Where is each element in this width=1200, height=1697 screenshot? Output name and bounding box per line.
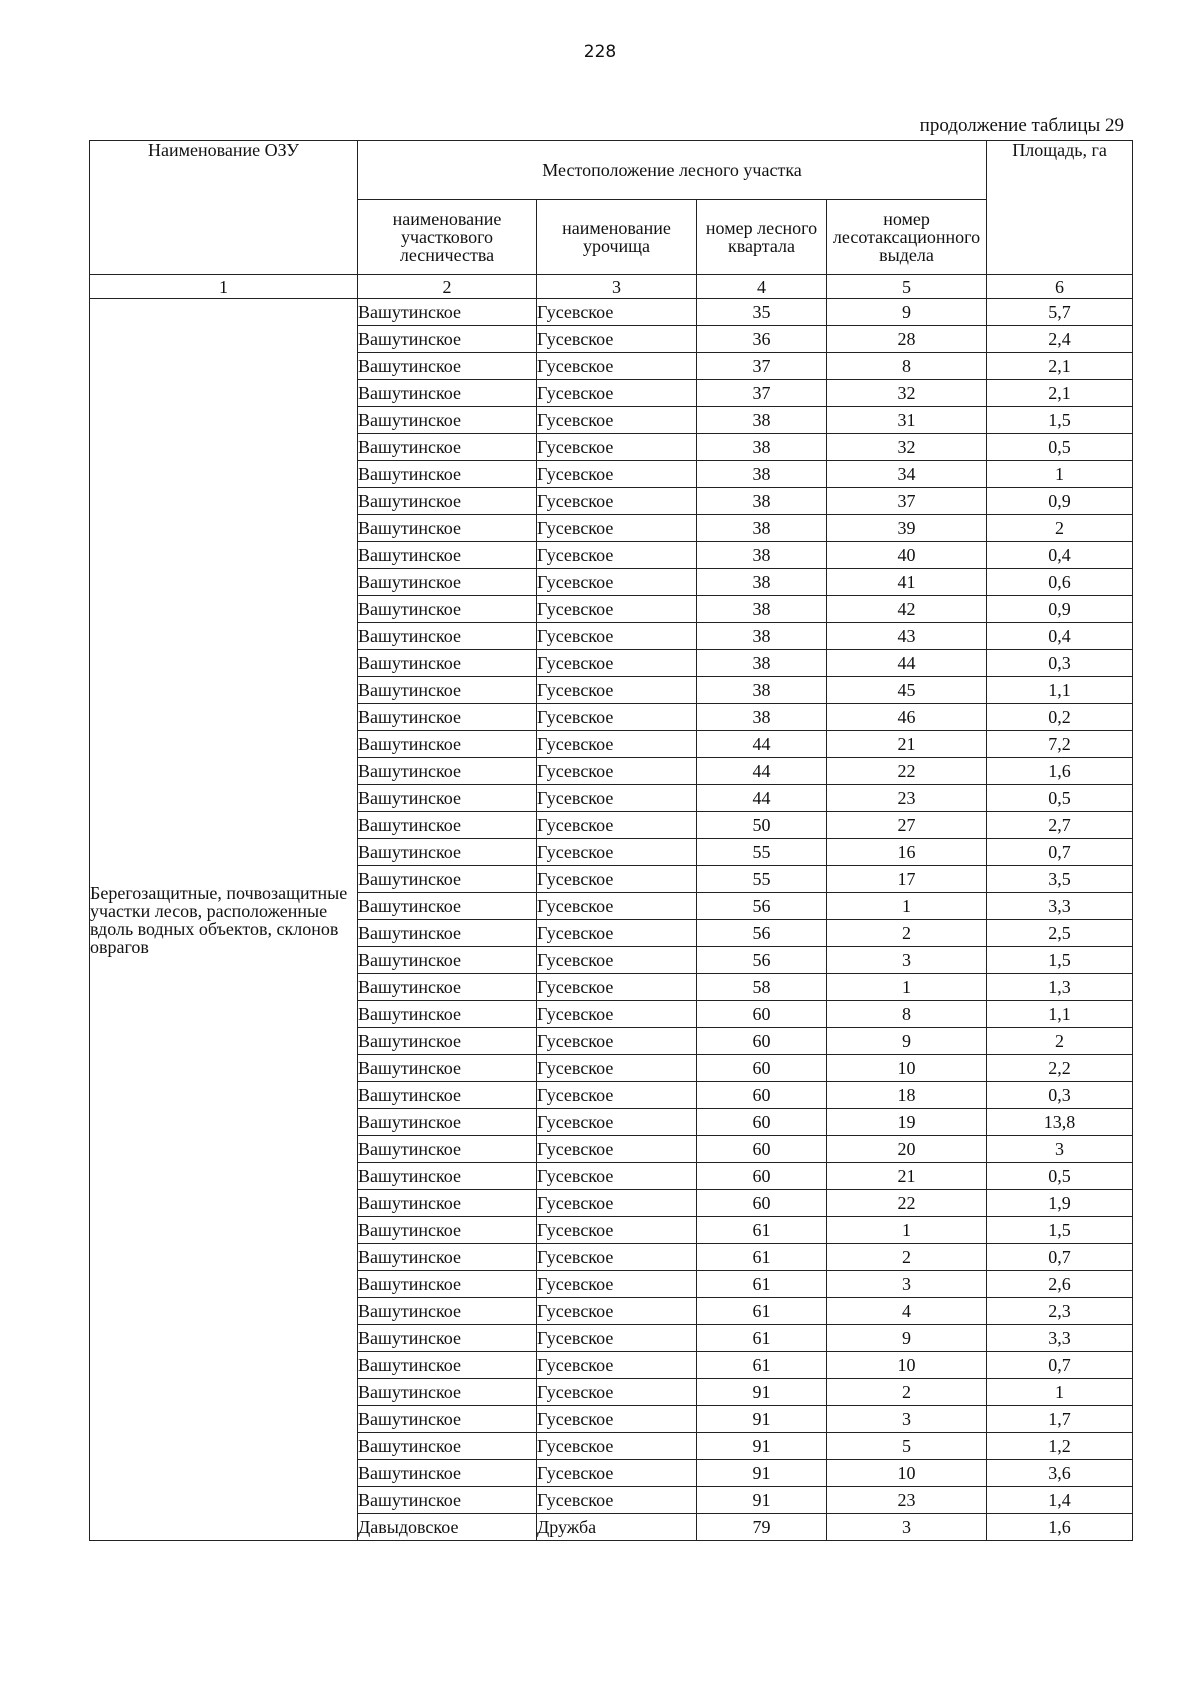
quarter-cell: 60 bbox=[697, 1109, 827, 1136]
tract-cell: Гусевское bbox=[537, 650, 697, 677]
plot-cell: 9 bbox=[827, 1325, 987, 1352]
plot-cell: 31 bbox=[827, 407, 987, 434]
quarter-cell: 61 bbox=[697, 1352, 827, 1379]
plot-cell: 2 bbox=[827, 920, 987, 947]
tract-cell: Гусевское bbox=[537, 731, 697, 758]
quarter-cell: 38 bbox=[697, 488, 827, 515]
area-cell: 1,4 bbox=[987, 1487, 1133, 1514]
plot-cell: 10 bbox=[827, 1460, 987, 1487]
quarter-cell: 37 bbox=[697, 353, 827, 380]
forestry-cell: Вашутинское bbox=[358, 839, 537, 866]
quarter-cell: 36 bbox=[697, 326, 827, 353]
forestry-cell: Вашутинское bbox=[358, 704, 537, 731]
quarter-cell: 38 bbox=[697, 569, 827, 596]
tract-cell: Гусевское bbox=[537, 596, 697, 623]
quarter-cell: 61 bbox=[697, 1325, 827, 1352]
page-number: 228 bbox=[583, 42, 617, 62]
quarter-cell: 91 bbox=[697, 1379, 827, 1406]
plot-cell: 32 bbox=[827, 434, 987, 461]
area-cell: 0,6 bbox=[987, 569, 1133, 596]
plot-cell: 22 bbox=[827, 1190, 987, 1217]
tract-cell: Гусевское bbox=[537, 866, 697, 893]
tract-cell: Гусевское bbox=[537, 1244, 697, 1271]
quarter-cell: 38 bbox=[697, 596, 827, 623]
area-cell: 0,9 bbox=[987, 488, 1133, 515]
quarter-cell: 38 bbox=[697, 542, 827, 569]
quarter-cell: 61 bbox=[697, 1271, 827, 1298]
forestry-cell: Вашутинское bbox=[358, 1028, 537, 1055]
area-cell: 0,7 bbox=[987, 1352, 1133, 1379]
tract-cell: Гусевское bbox=[537, 299, 697, 326]
quarter-cell: 60 bbox=[697, 1136, 827, 1163]
forestry-cell: Вашутинское bbox=[358, 623, 537, 650]
area-cell: 2,7 bbox=[987, 812, 1133, 839]
quarter-cell: 37 bbox=[697, 380, 827, 407]
forestry-cell: Вашутинское bbox=[358, 326, 537, 353]
column-number: 5 bbox=[827, 275, 987, 299]
plot-cell: 27 bbox=[827, 812, 987, 839]
area-cell: 2,1 bbox=[987, 353, 1133, 380]
column-number: 4 bbox=[697, 275, 827, 299]
tract-cell: Гусевское bbox=[537, 623, 697, 650]
plot-cell: 43 bbox=[827, 623, 987, 650]
plot-cell: 45 bbox=[827, 677, 987, 704]
area-cell: 1,6 bbox=[987, 758, 1133, 785]
area-cell: 0,9 bbox=[987, 596, 1133, 623]
area-cell: 1,6 bbox=[987, 1514, 1133, 1541]
forestry-cell: Вашутинское bbox=[358, 542, 537, 569]
area-cell: 3,3 bbox=[987, 1325, 1133, 1352]
plot-cell: 42 bbox=[827, 596, 987, 623]
area-cell: 1,2 bbox=[987, 1433, 1133, 1460]
ozu-name-cell: Берегозащитные, почвозащитные участки лесов, расположенные вдоль водных объектов, склонов оврагов bbox=[90, 299, 358, 1541]
quarter-cell: 50 bbox=[697, 812, 827, 839]
plot-cell: 1 bbox=[827, 893, 987, 920]
area-cell: 1,5 bbox=[987, 1217, 1133, 1244]
plot-cell: 40 bbox=[827, 542, 987, 569]
tract-cell: Гусевское bbox=[537, 1271, 697, 1298]
quarter-cell: 44 bbox=[697, 731, 827, 758]
plot-cell: 39 bbox=[827, 515, 987, 542]
tract-cell: Гусевское bbox=[537, 1217, 697, 1244]
area-cell: 0,4 bbox=[987, 623, 1133, 650]
forestry-cell: Вашутинское bbox=[358, 488, 537, 515]
area-cell: 0,7 bbox=[987, 839, 1133, 866]
forestry-cell: Вашутинское bbox=[358, 353, 537, 380]
forestry-cell: Вашутинское bbox=[358, 677, 537, 704]
tract-cell: Гусевское bbox=[537, 785, 697, 812]
tract-cell: Гусевское bbox=[537, 407, 697, 434]
plot-cell: 19 bbox=[827, 1109, 987, 1136]
tract-cell: Гусевское bbox=[537, 461, 697, 488]
area-cell: 2 bbox=[987, 1028, 1133, 1055]
area-cell: 0,4 bbox=[987, 542, 1133, 569]
area-cell: 0,3 bbox=[987, 650, 1133, 677]
area-cell: 2,3 bbox=[987, 1298, 1133, 1325]
quarter-cell: 60 bbox=[697, 1055, 827, 1082]
forestry-cell: Вашутинское bbox=[358, 1271, 537, 1298]
plot-cell: 16 bbox=[827, 839, 987, 866]
tract-cell: Гусевское bbox=[537, 758, 697, 785]
forestry-cell: Вашутинское bbox=[358, 1190, 537, 1217]
header-location: Местоположение лесного участка bbox=[358, 141, 987, 200]
quarter-cell: 60 bbox=[697, 1190, 827, 1217]
plot-cell: 23 bbox=[827, 785, 987, 812]
column-number: 1 bbox=[90, 275, 358, 299]
quarter-cell: 55 bbox=[697, 866, 827, 893]
forestry-cell: Вашутинское bbox=[358, 434, 537, 461]
forestry-cell: Вашутинское bbox=[358, 407, 537, 434]
forestry-cell: Вашутинское bbox=[358, 758, 537, 785]
area-cell: 1,1 bbox=[987, 1001, 1133, 1028]
tract-cell: Гусевское bbox=[537, 1082, 697, 1109]
forestry-cell: Вашутинское bbox=[358, 1298, 537, 1325]
quarter-cell: 38 bbox=[697, 650, 827, 677]
header-quarter: номер лесного квартала bbox=[697, 200, 827, 275]
column-number-row bbox=[90, 275, 1133, 299]
quarter-cell: 56 bbox=[697, 947, 827, 974]
tract-cell: Гусевское bbox=[537, 812, 697, 839]
tract-cell: Гусевское bbox=[537, 542, 697, 569]
column-number: 3 bbox=[537, 275, 697, 299]
quarter-cell: 91 bbox=[697, 1460, 827, 1487]
forestry-cell: Вашутинское bbox=[358, 1352, 537, 1379]
forestry-cell: Вашутинское bbox=[358, 1001, 537, 1028]
tract-cell: Гусевское bbox=[537, 1298, 697, 1325]
area-cell: 0,7 bbox=[987, 1244, 1133, 1271]
quarter-cell: 56 bbox=[697, 920, 827, 947]
plot-cell: 37 bbox=[827, 488, 987, 515]
tract-cell: Гусевское bbox=[537, 1325, 697, 1352]
quarter-cell: 38 bbox=[697, 623, 827, 650]
tract-cell: Гусевское bbox=[537, 839, 697, 866]
forestry-cell: Вашутинское bbox=[358, 920, 537, 947]
area-cell: 2,1 bbox=[987, 380, 1133, 407]
area-cell: 13,8 bbox=[987, 1109, 1133, 1136]
plot-cell: 28 bbox=[827, 326, 987, 353]
area-cell: 5,7 bbox=[987, 299, 1133, 326]
plot-cell: 9 bbox=[827, 1028, 987, 1055]
header-tract: наименование урочища bbox=[537, 200, 697, 275]
forestry-cell: Вашутинское bbox=[358, 974, 537, 1001]
tract-cell: Гусевское bbox=[537, 893, 697, 920]
table-row bbox=[90, 299, 1133, 326]
plot-cell: 10 bbox=[827, 1352, 987, 1379]
tract-cell: Гусевское bbox=[537, 1460, 697, 1487]
area-cell: 0,5 bbox=[987, 1163, 1133, 1190]
header-forestry: наименование участкового лесничества bbox=[358, 200, 537, 275]
tract-cell: Гусевское bbox=[537, 920, 697, 947]
plot-cell: 21 bbox=[827, 1163, 987, 1190]
tract-cell: Гусевское bbox=[537, 974, 697, 1001]
plot-cell: 44 bbox=[827, 650, 987, 677]
forestry-cell: Давыдовское bbox=[358, 1514, 537, 1541]
area-cell: 1,3 bbox=[987, 974, 1133, 1001]
plot-cell: 8 bbox=[827, 353, 987, 380]
area-cell: 0,3 bbox=[987, 1082, 1133, 1109]
forestry-cell: Вашутинское bbox=[358, 1136, 537, 1163]
area-cell: 0,5 bbox=[987, 434, 1133, 461]
header-area: Площадь, га bbox=[987, 141, 1133, 275]
table-caption: продолжение таблицы 29 bbox=[919, 115, 1124, 136]
forestry-cell: Вашутинское bbox=[358, 1487, 537, 1514]
quarter-cell: 60 bbox=[697, 1028, 827, 1055]
area-cell: 2,5 bbox=[987, 920, 1133, 947]
tract-cell: Гусевское bbox=[537, 1190, 697, 1217]
forestry-cell: Вашутинское bbox=[358, 1082, 537, 1109]
plot-cell: 5 bbox=[827, 1433, 987, 1460]
quarter-cell: 79 bbox=[697, 1514, 827, 1541]
tract-cell: Гусевское bbox=[537, 515, 697, 542]
tract-cell: Гусевское bbox=[537, 326, 697, 353]
quarter-cell: 35 bbox=[697, 299, 827, 326]
quarter-cell: 60 bbox=[697, 1001, 827, 1028]
tract-cell: Гусевское bbox=[537, 704, 697, 731]
plot-cell: 9 bbox=[827, 299, 987, 326]
forestry-cell: Вашутинское bbox=[358, 893, 537, 920]
tract-cell: Гусевское bbox=[537, 1406, 697, 1433]
forestry-cell: Вашутинское bbox=[358, 596, 537, 623]
quarter-cell: 44 bbox=[697, 785, 827, 812]
area-cell: 2,6 bbox=[987, 1271, 1133, 1298]
forestry-cell: Вашутинское bbox=[358, 1379, 537, 1406]
forestry-cell: Вашутинское bbox=[358, 569, 537, 596]
plot-cell: 1 bbox=[827, 1217, 987, 1244]
forestry-cell: Вашутинское bbox=[358, 380, 537, 407]
tract-cell: Гусевское bbox=[537, 434, 697, 461]
forestry-cell: Вашутинское bbox=[358, 1433, 537, 1460]
area-cell: 2 bbox=[987, 515, 1133, 542]
quarter-cell: 91 bbox=[697, 1487, 827, 1514]
forestry-cell: Вашутинское bbox=[358, 947, 537, 974]
plot-cell: 3 bbox=[827, 1406, 987, 1433]
quarter-cell: 91 bbox=[697, 1406, 827, 1433]
plot-cell: 22 bbox=[827, 758, 987, 785]
quarter-cell: 58 bbox=[697, 974, 827, 1001]
area-cell: 1 bbox=[987, 1379, 1133, 1406]
data-table bbox=[89, 140, 1133, 1541]
tract-cell: Гусевское bbox=[537, 1163, 697, 1190]
header-ozu-name: Наименование ОЗУ bbox=[90, 141, 358, 275]
plot-cell: 8 bbox=[827, 1001, 987, 1028]
forestry-cell: Вашутинское bbox=[358, 866, 537, 893]
tract-cell: Гусевское bbox=[537, 380, 697, 407]
tract-cell: Гусевское bbox=[537, 947, 697, 974]
forestry-cell: Вашутинское bbox=[358, 650, 537, 677]
area-cell: 1,5 bbox=[987, 407, 1133, 434]
area-cell: 0,5 bbox=[987, 785, 1133, 812]
quarter-cell: 38 bbox=[697, 677, 827, 704]
quarter-cell: 61 bbox=[697, 1217, 827, 1244]
tract-cell: Гусевское bbox=[537, 677, 697, 704]
area-cell: 1,7 bbox=[987, 1406, 1133, 1433]
tract-cell: Гусевское bbox=[537, 1109, 697, 1136]
area-cell: 1,5 bbox=[987, 947, 1133, 974]
area-cell: 3,6 bbox=[987, 1460, 1133, 1487]
plot-cell: 34 bbox=[827, 461, 987, 488]
quarter-cell: 38 bbox=[697, 515, 827, 542]
plot-cell: 17 bbox=[827, 866, 987, 893]
tract-cell: Гусевское bbox=[537, 1055, 697, 1082]
column-number: 2 bbox=[358, 275, 537, 299]
forestry-cell: Вашутинское bbox=[358, 1055, 537, 1082]
tract-cell: Гусевское bbox=[537, 488, 697, 515]
tract-cell: Гусевское bbox=[537, 353, 697, 380]
quarter-cell: 61 bbox=[697, 1298, 827, 1325]
tract-cell: Гусевское bbox=[537, 1433, 697, 1460]
tract-cell: Гусевское bbox=[537, 1028, 697, 1055]
plot-cell: 2 bbox=[827, 1244, 987, 1271]
forestry-cell: Вашутинское bbox=[358, 812, 537, 839]
quarter-cell: 60 bbox=[697, 1082, 827, 1109]
plot-cell: 23 bbox=[827, 1487, 987, 1514]
area-cell: 2,2 bbox=[987, 1055, 1133, 1082]
area-cell: 1,1 bbox=[987, 677, 1133, 704]
forestry-cell: Вашутинское bbox=[358, 1325, 537, 1352]
area-cell: 3,5 bbox=[987, 866, 1133, 893]
forestry-cell: Вашутинское bbox=[358, 299, 537, 326]
area-cell: 1 bbox=[987, 461, 1133, 488]
forestry-cell: Вашутинское bbox=[358, 1406, 537, 1433]
plot-cell: 4 bbox=[827, 1298, 987, 1325]
forestry-cell: Вашутинское bbox=[358, 1163, 537, 1190]
plot-cell: 32 bbox=[827, 380, 987, 407]
forestry-cell: Вашутинское bbox=[358, 1244, 537, 1271]
quarter-cell: 91 bbox=[697, 1433, 827, 1460]
quarter-cell: 56 bbox=[697, 893, 827, 920]
area-cell: 7,2 bbox=[987, 731, 1133, 758]
header-plot: номер лесотаксационного выдела bbox=[827, 200, 987, 275]
forestry-cell: Вашутинское bbox=[358, 1460, 537, 1487]
quarter-cell: 38 bbox=[697, 461, 827, 488]
forestry-cell: Вашутинское bbox=[358, 785, 537, 812]
plot-cell: 10 bbox=[827, 1055, 987, 1082]
tract-cell: Дружба bbox=[537, 1514, 697, 1541]
tract-cell: Гусевское bbox=[537, 1136, 697, 1163]
plot-cell: 3 bbox=[827, 947, 987, 974]
forestry-cell: Вашутинское bbox=[358, 1109, 537, 1136]
plot-cell: 3 bbox=[827, 1271, 987, 1298]
tract-cell: Гусевское bbox=[537, 1001, 697, 1028]
area-cell: 2,4 bbox=[987, 326, 1133, 353]
area-cell: 3 bbox=[987, 1136, 1133, 1163]
plot-cell: 46 bbox=[827, 704, 987, 731]
quarter-cell: 38 bbox=[697, 704, 827, 731]
column-number: 6 bbox=[987, 275, 1133, 299]
plot-cell: 18 bbox=[827, 1082, 987, 1109]
tract-cell: Гусевское bbox=[537, 1487, 697, 1514]
quarter-cell: 38 bbox=[697, 407, 827, 434]
forestry-cell: Вашутинское bbox=[358, 515, 537, 542]
plot-cell: 2 bbox=[827, 1379, 987, 1406]
quarter-cell: 38 bbox=[697, 434, 827, 461]
quarter-cell: 60 bbox=[697, 1163, 827, 1190]
quarter-cell: 61 bbox=[697, 1244, 827, 1271]
plot-cell: 41 bbox=[827, 569, 987, 596]
tract-cell: Гусевское bbox=[537, 569, 697, 596]
forestry-cell: Вашутинское bbox=[358, 461, 537, 488]
quarter-cell: 55 bbox=[697, 839, 827, 866]
plot-cell: 3 bbox=[827, 1514, 987, 1541]
area-cell: 3,3 bbox=[987, 893, 1133, 920]
area-cell: 1,9 bbox=[987, 1190, 1133, 1217]
quarter-cell: 44 bbox=[697, 758, 827, 785]
forestry-cell: Вашутинское bbox=[358, 1217, 537, 1244]
tract-cell: Гусевское bbox=[537, 1352, 697, 1379]
plot-cell: 21 bbox=[827, 731, 987, 758]
tract-cell: Гусевское bbox=[537, 1379, 697, 1406]
plot-cell: 20 bbox=[827, 1136, 987, 1163]
area-cell: 0,2 bbox=[987, 704, 1133, 731]
forestry-cell: Вашутинское bbox=[358, 731, 537, 758]
plot-cell: 1 bbox=[827, 974, 987, 1001]
table-body bbox=[90, 299, 1133, 1541]
